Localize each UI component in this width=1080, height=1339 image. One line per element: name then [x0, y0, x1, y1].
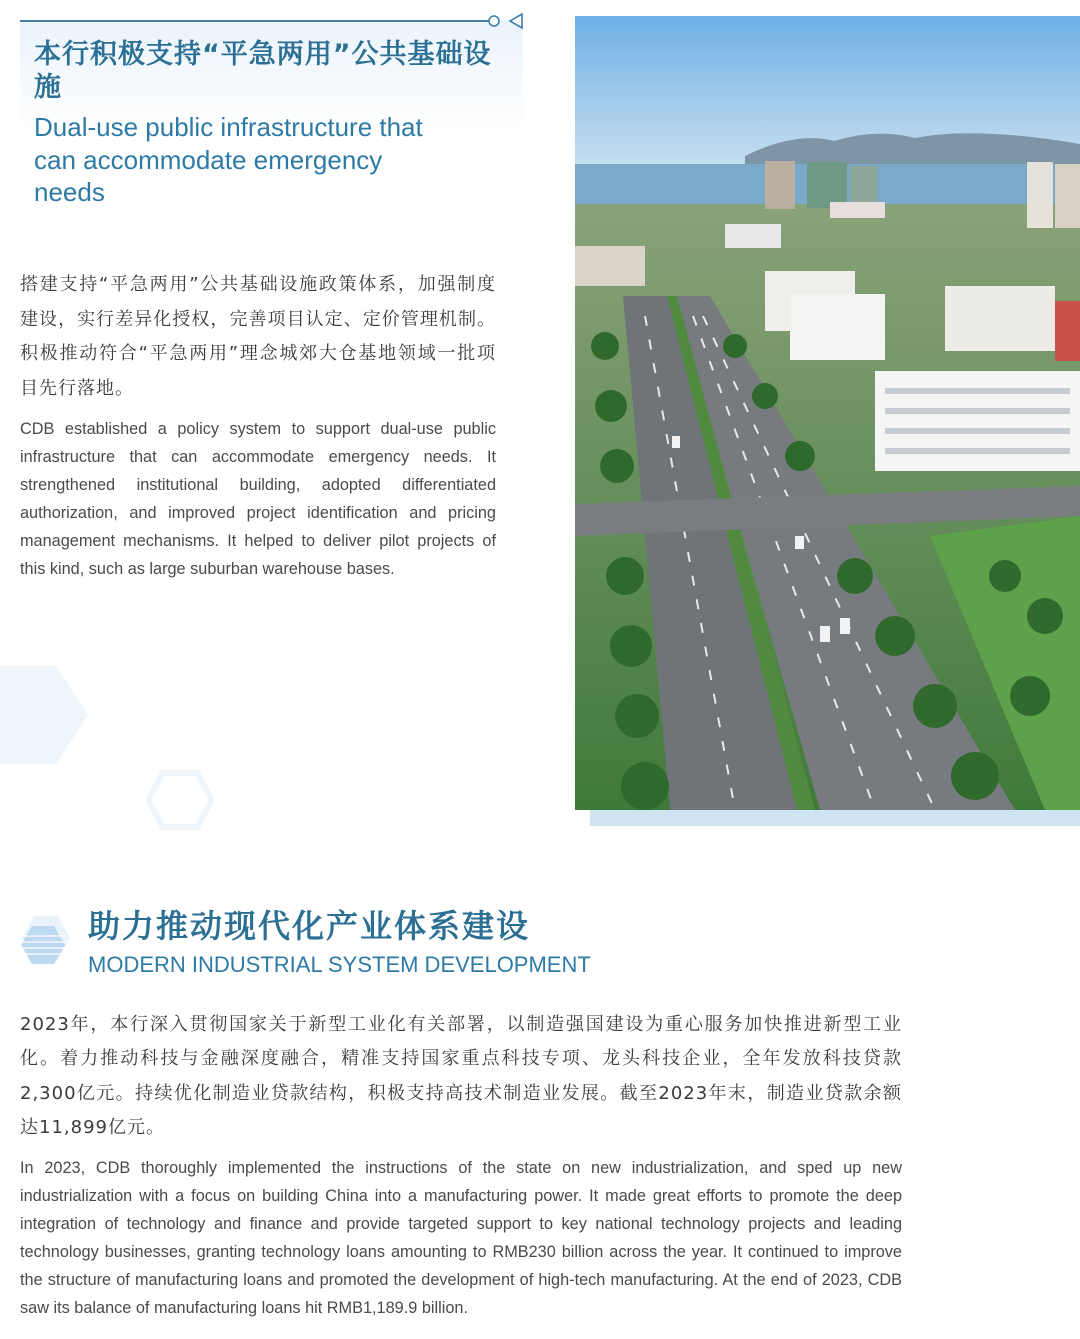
section1-title-cn: 本行积极支持“平急两用”公共基础设施 [34, 39, 492, 103]
photo-illustration [575, 16, 1080, 810]
section2-body-en: In 2023, CDB thoroughly implemented the instructions of the state on new industrialization, and sped up new industrialization with a focus on building China into a manufacturing power. It made great efforts to promote the deep integration of technology and finance and provide targeted support to key national technology projects and leading technology businesses, granting technology loans amounting to RMB230 billion across the year. It continued to improve the structure of manufacturing loans and promoted the development of high-tech manufacturing. At the end of 2023, CDB saw its balance of manufacturing loans hit RMB1,189.9 billion. [20, 1159, 902, 1317]
section1-body-cn: 搭建支持“平急两用”公共基础设施政策体系，加强制度建设，实行差异化授权，完善项目认定、定价管理机制。积极推动符合“平急两用”理念城郊大仓基地领域一批项目先行落地。 [20, 274, 496, 399]
section2-title-cn: 助力推动现代化产业体系建设 [88, 907, 531, 945]
section2-title-en: MODERN INDUSTRIAL SYSTEM DEVELOPMENT [88, 952, 591, 977]
header-rule [20, 20, 490, 22]
decorative-hexagon [0, 666, 88, 764]
header-rule-end-icon [486, 12, 526, 30]
hexagon-outline-icon [146, 770, 214, 830]
section1-body-en: CDB established a policy system to support dual-use public infrastructure that can accommodate emergency needs. It strengthened institutional building, adopted differentiated authorization, and improved project identification and pricing management mechanisms. It helped to deliver pilot projects of this kind, such as large suburban warehouse bases. [20, 420, 496, 578]
hexagon-cluster-icon [20, 912, 72, 968]
section1-title-en: Dual-use public infrastructure that can accommodate emergency needs [34, 112, 423, 207]
aerial-city-road-photo [575, 16, 1080, 810]
photo-shadow-bar [590, 810, 1080, 826]
section2-body-cn: 2023年，本行深入贯彻国家关于新型工业化有关部署，以制造强国建设为重心服务加快推进新型工业化。着力推动科技与金融深度融合，精准支持国家重点科技专项、龙头科技企业，全年发放科技贷款2,300亿元。持续优化制造业贷款结构，积极支持高技术制造业发展。截至2023年末，制造业贷款余额达11,899亿元。 [20, 1014, 902, 1139]
